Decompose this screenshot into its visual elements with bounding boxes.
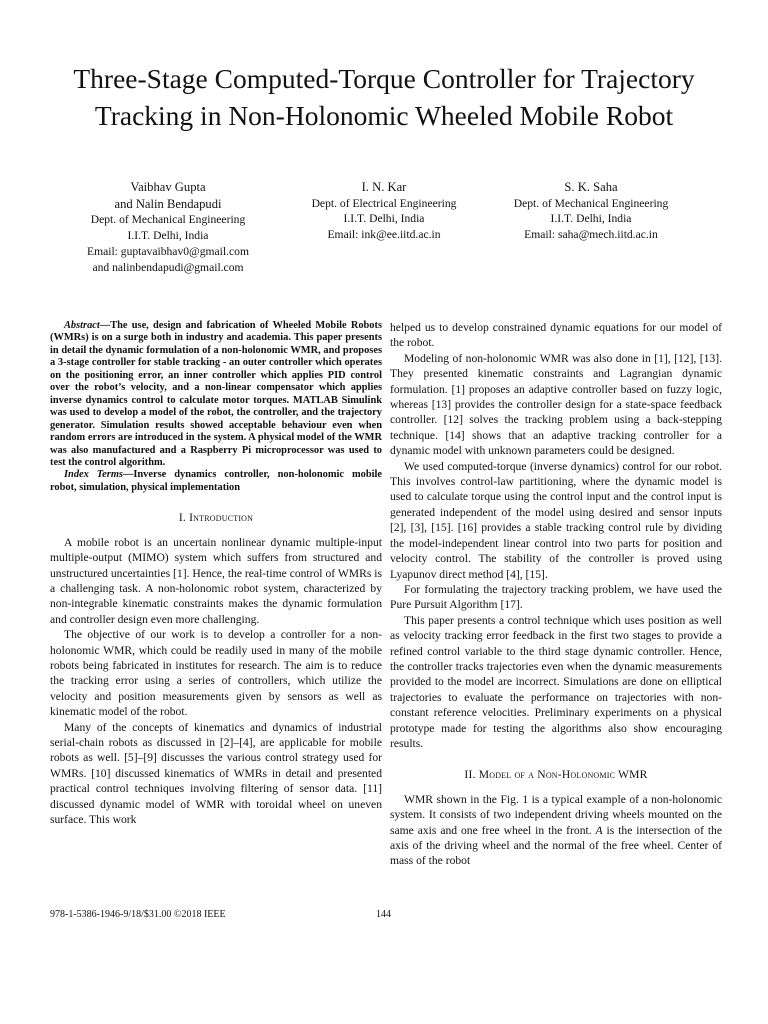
section-heading-introduction: I. Introduction: [178, 511, 254, 525]
copyright-notice: 978-1-5386-1946-9/18/$31.00 ©2018 IEEE: [50, 909, 226, 920]
paragraph: helped us to develop constrained dynamic equations for our model of the robot.: [390, 321, 722, 350]
author-block-3: [476, 179, 706, 243]
paragraph-text: is the intersection of the axis of the driving wheel and the normal of the free wheel. Center of mass of the robot: [390, 823, 723, 868]
left-column: [50, 320, 382, 827]
abstract-label: Abstract: [64, 320, 100, 331]
paragraph: For formulating the trajectory tracking problem, we have used the Pure Pursuit Algorithm [17].: [390, 582, 722, 612]
author-email: Email: ink@ee.iitd.ac.in: [327, 228, 441, 242]
abstract-text: —The use, design and fabrication of Wheeled Mobile Robots (WMRs) is on a surge both in industry and academia. This paper presents in detail the dynamic formulation of a non-holonomic WMR, and proposes a 3-stage controller for stable tracking - an outer controller which operates on the positioning error, an inner controller which applies PID control over the robot’s velocity, and a non-linear compensator which applies inverse dynamics control to calculate motor torques. MATLAB Simulink was used to develop a model of the robot, the controller, and the trajectory generator. Simulation results showed acceptable behaviour even when random errors are introduced in the system. A physical model of the WMR was also manufactured and a Raspberry Pi microprocessor was used to test the control algorithm.: [50, 320, 382, 468]
right-column: [390, 320, 722, 869]
abstract: [50, 320, 382, 469]
author-name: Vaibhav Gupta: [130, 180, 206, 194]
author-affiliation: Dept. of Mechanical Engineering: [513, 196, 669, 210]
paragraph-text: WMR shown in the Fig. 1 is a typical example of a non-holonomic system. It consists of two independent driving wheels mounted on the same axis and one free wheel in the front.: [390, 792, 722, 837]
variable-a: A: [595, 823, 603, 837]
index-terms-text: —Inverse dynamics controller, non-holonomic mobile robot, simulation, physical implementation: [50, 469, 382, 493]
paragraph: Many of the concepts of kinematics and dynamics of industrial serial-chain robots as discussed in [2]–[4], are applicable for mobile robots as well. [5]–[9] discusses the various control strategy used for WMRs. [10] discussed kinematics of WMRs in detail and presented practical control techniques involving filtering of sensor data. [11] discussed dynamic model of WMR with toroidal wheel on uneven surface. This work: [50, 720, 382, 827]
paragraph: A mobile robot is an uncertain nonlinear dynamic multiple-input multiple-output (MIMO) system which suffers from structured and unstructured uncertainties [1]. Hence, the real-time control of WMRs is a challenging task. A non-holonomic robot system, characterized by non-integrable kinematic constraints makes the dynamic formulation and controller design even more challenging.: [50, 535, 382, 626]
section-heading-model: II. Model of a Non-Holonomic WMR: [464, 768, 648, 782]
author-affiliation: Dept. of Electrical Engineering: [311, 196, 457, 210]
author-affiliation: I.I.T. Delhi, India: [343, 212, 425, 226]
author-name: I. N. Kar: [361, 180, 407, 194]
author-email: Email: guptavaibhav0@gmail.com: [86, 244, 249, 258]
page-number: 144: [376, 909, 391, 920]
author-email: Email: saha@mech.iitd.ac.in: [524, 228, 658, 242]
author-block-2: [266, 179, 502, 243]
index-terms-label: Index Terms: [64, 469, 123, 481]
author-affiliation: I.I.T. Delhi, India: [550, 212, 632, 226]
paragraph: [390, 792, 722, 869]
author-affiliation: I.I.T. Delhi, India: [127, 228, 209, 242]
author-block-1: [48, 179, 288, 275]
author-email: and nalinbendapudi@gmail.com: [92, 260, 244, 274]
author-affiliation: Dept. of Mechanical Engineering: [90, 213, 246, 227]
author-name: and Nalin Bendapudi: [114, 196, 222, 211]
paragraph: Modeling of non-holonomic WMR was also done in [1], [12], [13]. They presented kinematic constraints and Lagrangian dynamic formulation. [1] proposes an adaptive controller based on fuzzy logic, whereas [13] provides the controller design for a state-space feedback controller. [12] solves the tracking problem using a back-stepping technique. [14] shows that an adaptive tracking controller for a dynamic model with unknown parameters could be designed.: [390, 351, 722, 458]
paper-title: Three-Stage Computed-Torque Controller for Trajectory Tracking in Non-Holonomic Wheeled Mobile Robot: [73, 63, 695, 131]
paragraph: We used computed-torque (inverse dynamics) control for our robot. This involves control-law partitioning, where the dynamic model is used to calculate torque using the control input and the control input is generated independent of the model using desired and sensor inputs [2], [3], [15]. [16] provides a stable tracking control rule by dividing the model-independent linear control into two parts for position and velocity control. The stability of the controller is proved using Lyapunov direct method [4], [15].: [390, 459, 722, 581]
index-terms: [50, 469, 382, 494]
author-name: S. K. Saha: [564, 180, 618, 194]
paragraph: The objective of our work is to develop a controller for a non-holonomic WMR, which could be readily used in many of the mobile robots being fabricated in institutes for research. The aim is to reduce the tracking error using a series of controllers, which utilize the velocity and position measurements given by sensors as well as kinematic model of the robot.: [50, 628, 382, 719]
paragraph: This paper presents a control technique which uses position as well as velocity tracking error feedback in the first two stages to provide a refined control variable to the third stage dynamic controller. Hence, the controller tracks trajectories even when the dynamic measurements provided to the model are incorrect. Simulations are done on elliptical trajectories to evaluate the performance on trajectories with non-constant reference velocities. Preliminary experiments on a physical prototype made for testing the algorithms also show encouraging results.: [390, 613, 722, 750]
